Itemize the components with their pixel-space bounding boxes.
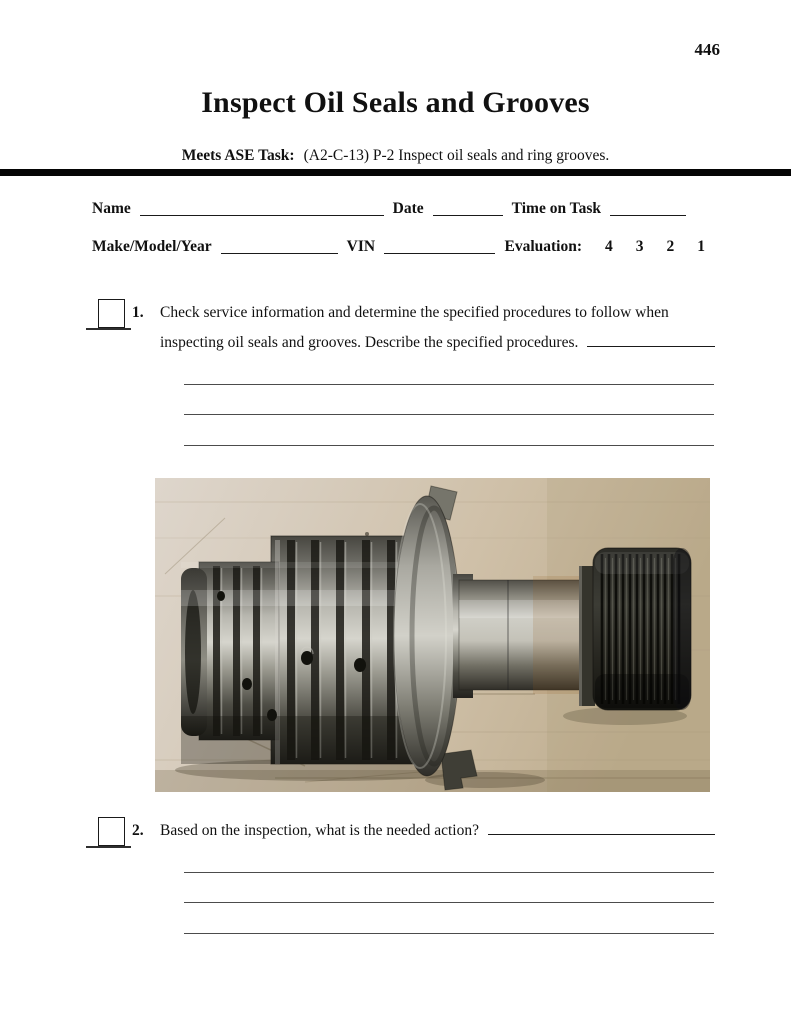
wood-speck — [365, 532, 369, 536]
task-1-line2: inspecting oil seals and grooves. Describe the specified procedures. — [160, 334, 579, 351]
task-1-answer-field[interactable] — [587, 334, 715, 347]
time-on-task-label: Time on Task — [511, 200, 601, 217]
ase-task-text: (A2-C-13) P-2 Inspect oil seals and ring grooves. — [303, 147, 610, 164]
header-divider — [0, 169, 791, 176]
ase-task-label: Meets ASE Task: — [181, 147, 295, 164]
ase-task-line — [0, 147, 791, 165]
task-2-answer-lines — [184, 842, 714, 934]
task-1-line1: Check service information and determine the specified procedures to follow when — [160, 304, 669, 321]
answer-line[interactable] — [184, 842, 714, 873]
component-photo — [155, 478, 710, 792]
task-2-answer-field[interactable] — [488, 822, 715, 835]
time-on-task-field[interactable] — [610, 200, 686, 216]
evaluation-score-4[interactable]: 4 — [605, 238, 613, 255]
date-label: Date — [392, 200, 424, 217]
answer-line[interactable] — [184, 385, 714, 416]
evaluation-score-2[interactable]: 2 — [666, 238, 675, 255]
page-title: Inspect Oil Seals and Grooves — [201, 86, 590, 119]
evaluation-score-1[interactable]: 1 — [697, 238, 705, 255]
vin-field[interactable] — [384, 238, 495, 254]
date-field[interactable] — [433, 200, 503, 216]
answer-line[interactable] — [184, 415, 714, 446]
checkbox-underline — [86, 328, 131, 330]
answer-line[interactable] — [184, 873, 714, 904]
answer-line[interactable] — [184, 354, 714, 385]
task-1-answer-lines — [184, 354, 714, 446]
page-number: 446 — [694, 40, 720, 59]
student-info-row — [92, 199, 686, 218]
checkbox-icon[interactable] — [98, 299, 125, 328]
task-2-number: 2. — [132, 822, 144, 839]
photo-illustration — [155, 478, 710, 792]
checkbox-underline — [86, 846, 131, 848]
evaluation-score-3[interactable]: 3 — [635, 238, 644, 255]
evaluation-label: Evaluation: — [504, 238, 582, 255]
answer-line[interactable] — [184, 903, 714, 934]
make-model-year-field[interactable] — [221, 238, 338, 254]
name-field[interactable] — [140, 200, 384, 216]
vin-label: VIN — [346, 238, 376, 255]
shaft — [453, 574, 589, 698]
checkbox-icon[interactable] — [98, 817, 125, 846]
name-label: Name — [92, 200, 131, 217]
vehicle-info-row — [92, 237, 705, 256]
ring-groove-drum — [181, 536, 423, 764]
task-2-line1: Based on the inspection, what is the needed action? — [160, 822, 479, 839]
make-model-year-label: Make/Model/Year — [92, 238, 212, 255]
task-1-number: 1. — [132, 304, 144, 321]
splined-end — [579, 548, 691, 710]
task-1-checkbox[interactable] — [86, 298, 132, 332]
task-1 — [86, 298, 715, 358]
task-2-checkbox[interactable] — [86, 816, 132, 850]
task-1-text — [160, 298, 715, 358]
